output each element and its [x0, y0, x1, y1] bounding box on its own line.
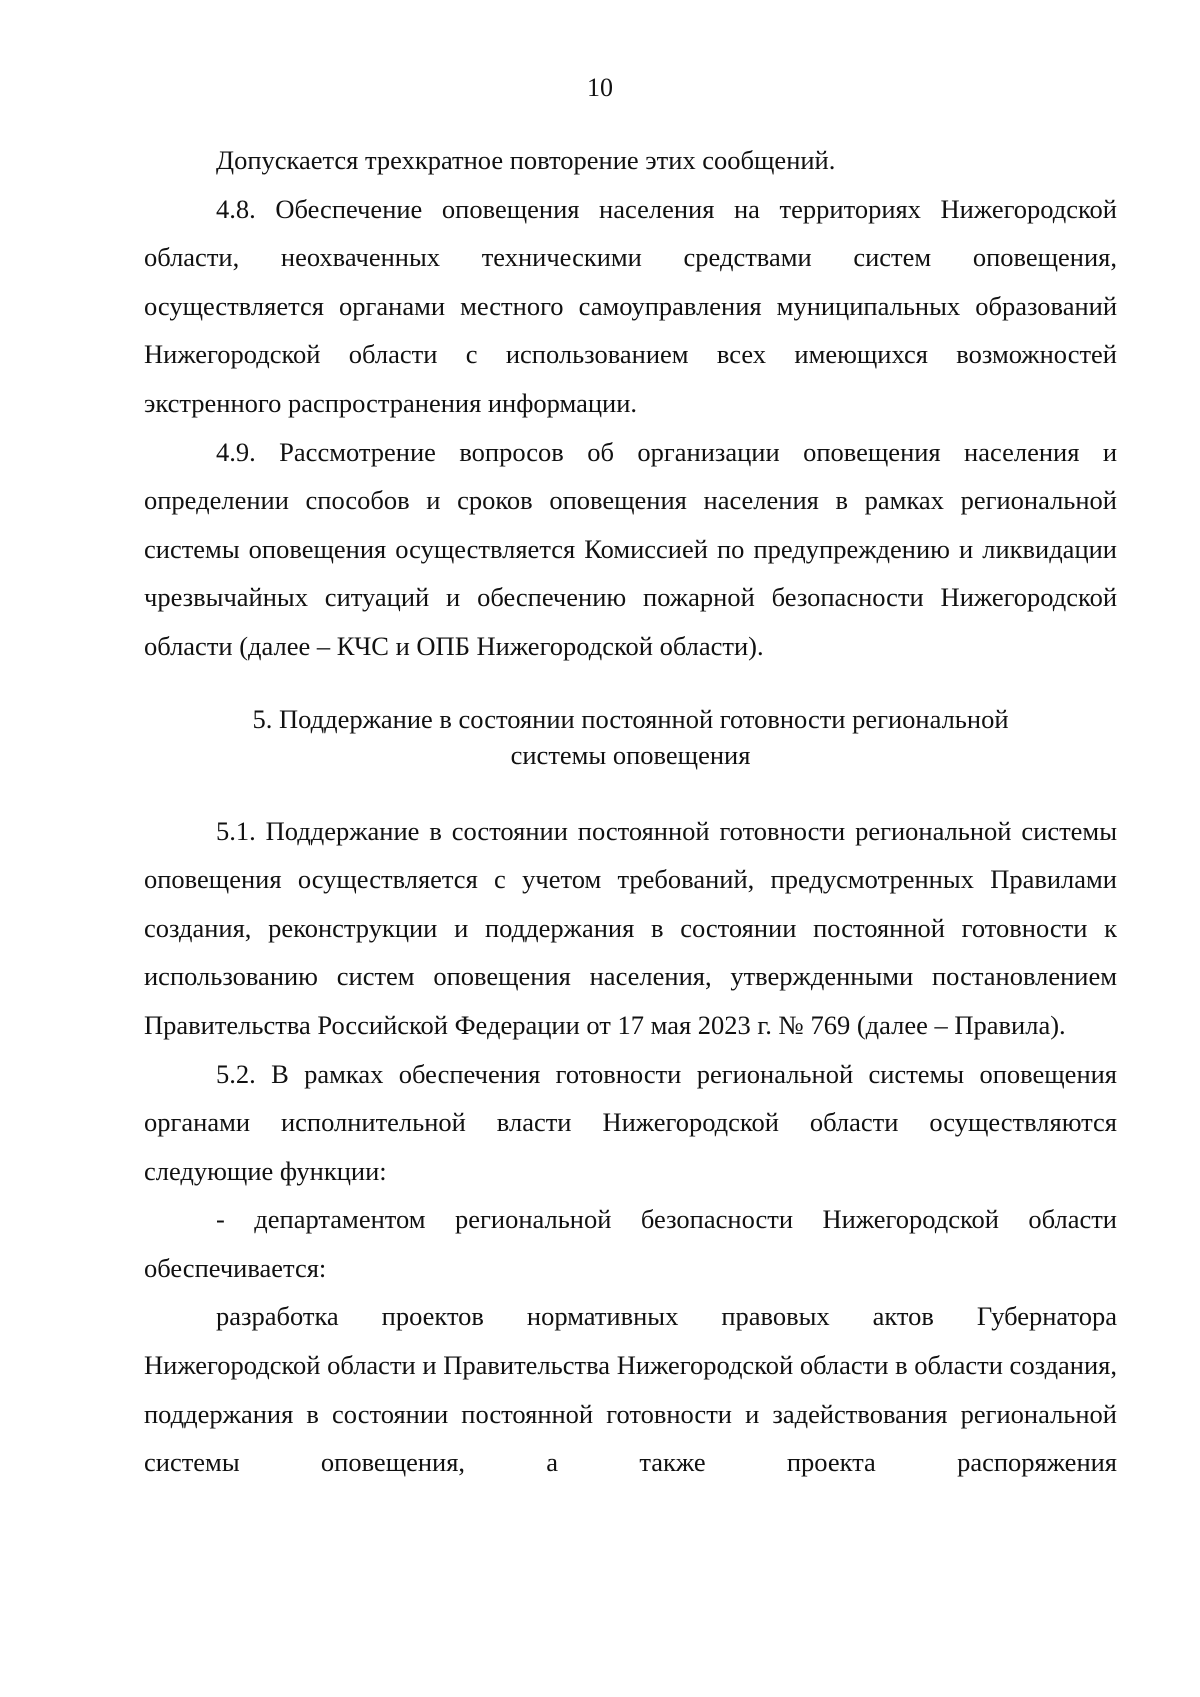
page-number: 10	[587, 73, 613, 102]
document-body	[144, 136, 1117, 1487]
paragraph-5-1: 5.1. Поддержание в состоянии постоянной готовности региональной системы оповещения осуществляется с учетом требований, предусмотренных Правилами создания, реконструкции и поддержания в состоянии постоянной готовности к использованию систем оповещения населения, утвержденными постановлением Правительства Российской Федерации от 17 мая 2023 г. № 769 (далее – Правила).	[144, 815, 1117, 1040]
paragraph-drafting-acts: разработка проектов нормативных правовых актов Губернатора Нижегородской области и Правительства Нижегородской области в области создания, поддержания в состоянии постоянной готовности и задействования региональной системы оповещения, а также проекта распоряжения	[144, 1301, 1117, 1478]
section-heading-line-2: системы оповещения	[510, 739, 751, 770]
section-5-heading	[144, 701, 1117, 773]
paragraph-repeat-messages: Допускается трехкратное повторение этих сообщений.	[216, 145, 836, 175]
paragraph-department-duty: - департаментом региональной безопасности Нижегородской области обеспечивается:	[144, 1204, 1117, 1283]
paragraph-4-8: 4.8. Обеспечение оповещения населения на территориях Нижегородской области, неохваченных техническими средствами систем оповещения, осуществляется органами местного самоуправления муниципальных образований Нижегородской области с использованием всех имеющихся возможностей экстренного распространения информации.	[144, 193, 1117, 418]
section-heading-line-1: 5. Поддержание в состоянии постоянной готовности региональной	[252, 703, 1009, 734]
paragraph-4-9: 4.9. Рассмотрение вопросов об организации оповещения населения и определении способов и сроков оповещения населения в рамках региональной системы оповещения осуществляется Комиссией по предупреждению и ликвидации чрезвычайных ситуаций и обеспечению пожарной безопасности Нижегородской области (далее – КЧС и ОПБ Нижегородской области).	[144, 436, 1117, 661]
paragraph-5-2: 5.2. В рамках обеспечения готовности региональной системы оповещения органами исполнительной власти Нижегородской области осуществляются следующие функции:	[144, 1058, 1117, 1186]
